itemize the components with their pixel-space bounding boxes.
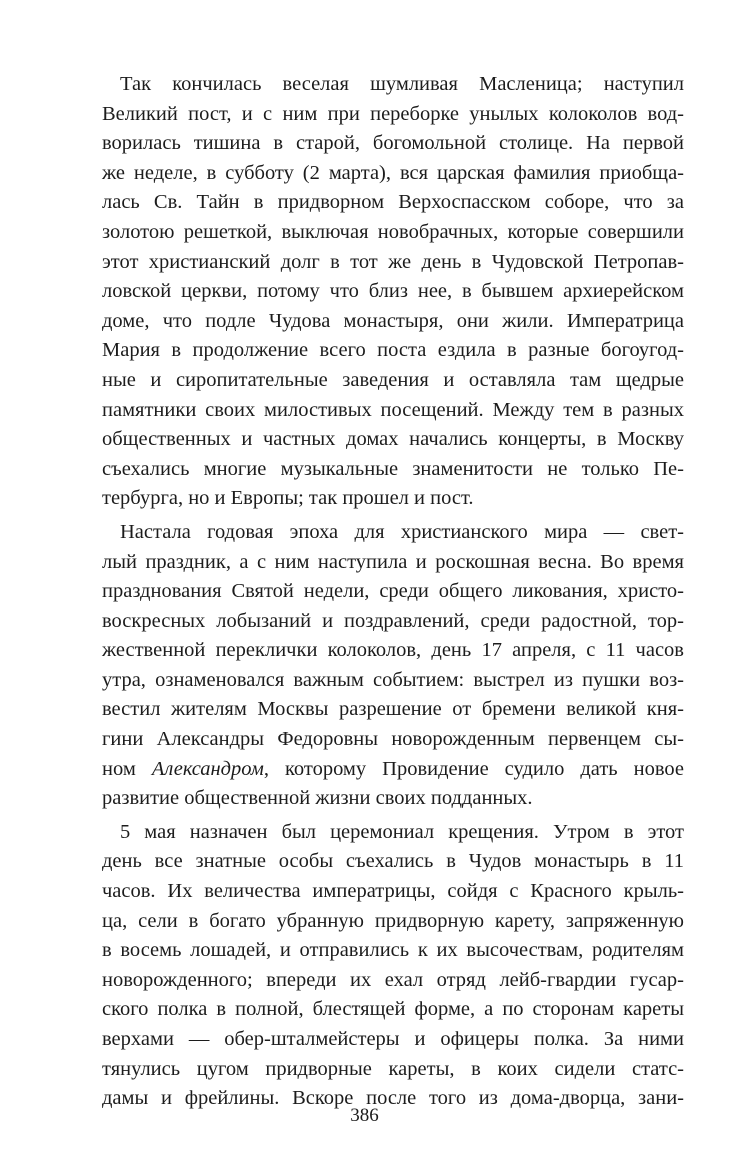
text-line: лый праздник, а с ним наступила и роскошная весна. Во время — [102, 550, 684, 573]
text-line: тянулись цугом придворные кареты, в коих сидели статс- — [102, 1057, 684, 1080]
text-line: общественных и частных домах начались концерты, в Москву — [102, 428, 684, 451]
paragraph-3 — [102, 818, 684, 1114]
text-line: лась Св. Тайн в придворном Верхоспасском соборе, что за — [102, 191, 684, 214]
text-line: утра, ознаменовался важным событием: выстрел из пушки воз- — [102, 668, 684, 691]
text-line: 5 мая назначен был церемониал крещения. Утром в этот — [120, 820, 684, 843]
text-line: ворилась тишина в старой, богомольной столице. На первой — [102, 132, 684, 155]
text-line: памятники своих милостивых посещений. Между тем в разных — [102, 398, 684, 421]
text-line: в восемь лошадей, и отправились к их высочествам, родителям — [102, 939, 684, 962]
text-line: часов. Их величества императрицы, сойдя с Красного крыль- — [102, 880, 684, 903]
text-line: празднования Святой недели, среди общего ликования, христо- — [102, 580, 684, 603]
text-fragment: ном — [102, 757, 136, 780]
text-line: вестил жителям Москвы разрешение от бремени великой кня- — [102, 698, 684, 721]
text-fragment: , которому Провидение судило дать новое — [263, 757, 684, 780]
text-line: ского полка в полной, блестящей форме, а по сторонам кареты — [102, 998, 684, 1021]
text-line: же неделе, в субботу (2 марта), вся царская фамилия приобща- — [102, 161, 684, 184]
page-number: 386 — [350, 1105, 379, 1126]
text-line: доме, что подле Чудова монастыря, они жили. Императрица — [102, 309, 684, 332]
text-line: Мария в продолжение всего поста ездила в разные богоугод- — [102, 339, 684, 362]
text-line: жественной переклички колоколов, день 17 апреля, с 11 часов — [102, 639, 684, 662]
text-line: ные и сиропитательные заведения и оставляла там щедрые — [102, 368, 684, 391]
text-line: съехались многие музыкальные знаменитости не только Пе- — [102, 457, 684, 480]
text-line: Великий пост, и с ним при переборке унылых колоколов вод- — [102, 102, 684, 125]
text-line: ловской церкви, потому что близ нее, в бывшем архиерейском — [102, 280, 684, 303]
text-line: этот христианский долг в тот же день в Чудовской Петропав- — [102, 250, 684, 273]
text-line: золотою решеткой, выключая новобрачных, которые совершили — [102, 220, 684, 243]
page-body — [102, 70, 684, 1114]
text-line: новорожденного; впереди их ехал отряд лейб-гвардии гусар- — [102, 968, 684, 991]
text-line-with-italic-name — [102, 755, 684, 785]
text-line: развитие общественной жизни своих подданных. — [102, 787, 533, 810]
text-line: тербурга, но и Европы; так прошел и пост. — [102, 487, 474, 510]
paragraph-2 — [102, 518, 684, 814]
text-line: дамы и фрейлины. Вскоре после того из дома-дворца, зани- — [102, 1087, 684, 1110]
text-line: гини Александры Федоровны новорожденным первенцем сы- — [102, 728, 684, 751]
paragraph-1 — [102, 70, 684, 514]
text-line: Настала годовая эпоха для христианского мира — свет- — [120, 520, 684, 543]
text-line: ца, сели в богато убранную придворную карету, запряженную — [102, 909, 684, 932]
italic-name: Александром — [151, 757, 264, 780]
text-line: воскресных лобызаний и поздравлений, среди радостной, тор- — [102, 609, 684, 632]
text-line: день все знатные особы съехались в Чудов монастырь в 11 — [102, 850, 684, 873]
text-line: верхами — обер-шталмейстеры и офицеры полка. За ними — [102, 1028, 684, 1050]
text-line: Так кончилась веселая шумливая Масленица; наступил — [120, 73, 684, 95]
